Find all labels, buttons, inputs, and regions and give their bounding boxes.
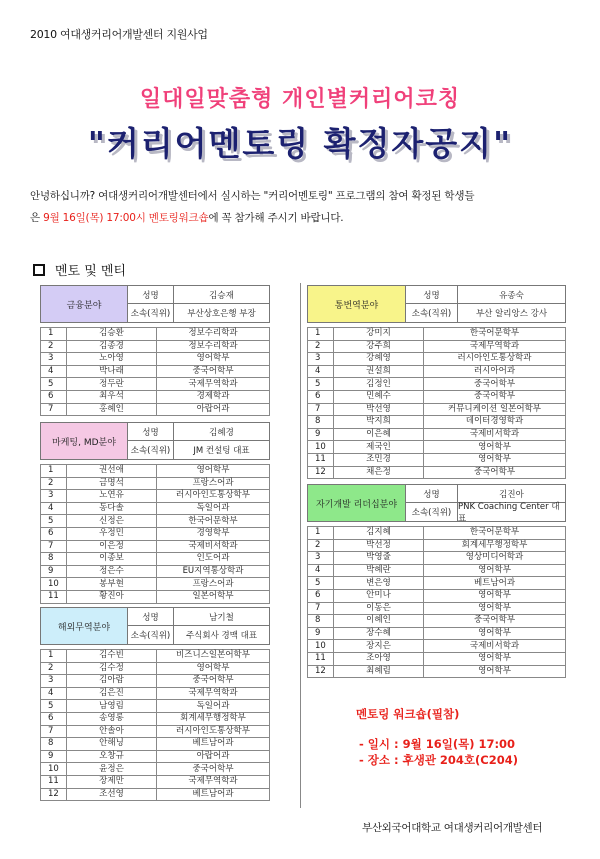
mentee-name: 안미나 xyxy=(334,589,424,602)
mentee-name: 정은수 xyxy=(67,565,157,578)
mentor-info xyxy=(40,422,270,460)
intro-paragraph xyxy=(30,185,575,229)
mentee-department: 영어학부 xyxy=(424,453,566,466)
table-row xyxy=(308,640,566,653)
mentee-number: 5 xyxy=(41,515,67,528)
field-label: 통번역분야 xyxy=(308,286,406,322)
mentee-department: 한국어문학부 xyxy=(424,328,566,341)
mentee-number: 10 xyxy=(308,441,334,454)
mentee-name: 오창규 xyxy=(67,750,157,763)
mentee-number: 1 xyxy=(308,328,334,341)
mentee-name: 박영줄 xyxy=(334,552,424,565)
table-row xyxy=(41,712,270,725)
mentee-department: 영상미디어학과 xyxy=(424,552,566,565)
mentee-name: 장수혜 xyxy=(334,627,424,640)
mentee-name: 박나래 xyxy=(67,365,157,378)
mentee-department: 영어학부 xyxy=(157,465,270,478)
mentor-name: 김승재 xyxy=(174,286,269,304)
field-label: 마케팅, MD분야 xyxy=(41,423,128,459)
table-row xyxy=(308,652,566,665)
mentor-group-interpretation xyxy=(307,285,566,479)
mentee-department: 영어학부 xyxy=(157,353,270,366)
mentor-affiliation: PNK Coaching Center 대표 xyxy=(458,502,560,524)
mentee-name: 김수정 xyxy=(67,662,157,675)
mentor-info xyxy=(307,285,566,323)
table-row xyxy=(308,602,566,615)
mentor-info xyxy=(40,285,270,323)
mentee-name: 강주희 xyxy=(334,340,424,353)
mentee-department: 영어학부 xyxy=(424,627,566,640)
table-row xyxy=(41,515,270,528)
mentee-name: 권설희 xyxy=(334,365,424,378)
table-row xyxy=(41,527,270,540)
mentee-number: 6 xyxy=(41,527,67,540)
table-row xyxy=(41,662,270,675)
mentee-name: 김승환 xyxy=(67,328,157,341)
table-row xyxy=(41,353,270,366)
table-row xyxy=(308,416,566,429)
table-row xyxy=(308,665,566,678)
mentee-name: 장지은 xyxy=(334,640,424,653)
intro-line-1: 안녕하십니까? 여대생커리어개발센터에서 실시하는 "커리어멘토링" 프로그램의 참여 확정된 학생들 xyxy=(30,190,475,202)
table-row xyxy=(41,490,270,503)
mentor-affiliation-label: 소속(직위) xyxy=(406,503,458,521)
mentee-department: 프랑스어과 xyxy=(157,477,270,490)
mentor-name: 김혜경 xyxy=(174,423,269,441)
table-row xyxy=(308,378,566,391)
field-label: 금융분야 xyxy=(41,286,128,322)
mentee-department: 국제무역학과 xyxy=(157,687,270,700)
mentee-department: 영어학부 xyxy=(157,662,270,675)
mentee-department: 커뮤니케이션 일본어학부 xyxy=(424,403,566,416)
mentee-department: 독일어과 xyxy=(157,700,270,713)
table-row xyxy=(308,403,566,416)
mentee-number: 11 xyxy=(41,590,67,603)
mentee-name: 봉부현 xyxy=(67,578,157,591)
table-row xyxy=(41,788,270,801)
section-heading xyxy=(33,260,126,279)
mentee-table xyxy=(40,649,270,801)
intro-line-2 xyxy=(30,207,575,229)
mentee-table xyxy=(40,464,270,604)
workshop-notice xyxy=(356,706,518,768)
table-row xyxy=(308,353,566,366)
table-row xyxy=(308,328,566,341)
mentee-department: 중국어학부 xyxy=(424,378,566,391)
mentee-department: 러시아인도통상학과 xyxy=(424,353,566,366)
mentee-number: 7 xyxy=(308,602,334,615)
table-row xyxy=(41,502,270,515)
mentee-name: 채은정 xyxy=(334,466,424,479)
mentor-affiliation-label: 소속(직위) xyxy=(128,626,174,644)
mentee-department: 프랑스어과 xyxy=(157,578,270,591)
mentee-name: 남영림 xyxy=(67,700,157,713)
mentee-department: 정보수리학과 xyxy=(157,328,270,341)
mentee-name: 이은정 xyxy=(67,540,157,553)
mentee-department: 한국어문학부 xyxy=(157,515,270,528)
mentee-number: 4 xyxy=(41,502,67,515)
mentee-number: 3 xyxy=(308,552,334,565)
table-row xyxy=(308,627,566,640)
mentee-department: 베트남어과 xyxy=(424,577,566,590)
section-heading-label: 멘토 및 멘티 xyxy=(55,264,127,279)
mentee-department: 러시아인도통상학부 xyxy=(157,725,270,738)
mentor-group-trade xyxy=(40,607,270,801)
table-row xyxy=(308,466,566,479)
mentee-number: 4 xyxy=(41,365,67,378)
mentee-number: 12 xyxy=(41,788,67,801)
table-row xyxy=(41,465,270,478)
mentee-number: 8 xyxy=(41,738,67,751)
mentor-affiliation: 부산 알리앙스 강사 xyxy=(475,309,548,319)
mentee-number: 3 xyxy=(41,675,67,688)
mentee-number: 8 xyxy=(308,615,334,628)
mentee-table xyxy=(307,327,566,479)
table-row xyxy=(41,700,270,713)
mentee-number: 3 xyxy=(308,353,334,366)
mentee-department: 독일어과 xyxy=(157,502,270,515)
mentee-table xyxy=(40,327,270,416)
table-row xyxy=(41,553,270,566)
mentee-number: 7 xyxy=(41,540,67,553)
mentee-department: 데이터경영학과 xyxy=(424,416,566,429)
mentee-department: 경제학과 xyxy=(157,390,270,403)
table-row xyxy=(41,390,270,403)
table-row xyxy=(41,775,270,788)
mentee-number: 7 xyxy=(41,403,67,416)
field-label: 해외무역분야 xyxy=(41,608,128,644)
mentor-affiliation: 주식회사 경맥 대표 xyxy=(185,631,258,641)
intro-line-2-suffix: 에 꼭 참가해 주시기 바랍니다. xyxy=(208,212,344,224)
mentee-name: 노아영 xyxy=(67,353,157,366)
mentor-affiliation-label: 소속(직위) xyxy=(128,304,174,322)
mentee-department: EU지역통상학과 xyxy=(157,565,270,578)
mentee-name: 금명석 xyxy=(67,477,157,490)
mentee-department: 중국어학부 xyxy=(157,365,270,378)
mentee-department: 중국어학부 xyxy=(424,390,566,403)
mentee-name: 노연유 xyxy=(67,490,157,503)
mentee-name: 변은영 xyxy=(334,577,424,590)
mentee-number: 5 xyxy=(41,378,67,391)
table-row xyxy=(308,577,566,590)
mentee-number: 2 xyxy=(308,539,334,552)
mentor-name: 김진아 xyxy=(458,485,565,503)
mentee-department: 아랍어과 xyxy=(157,403,270,416)
table-row xyxy=(308,453,566,466)
mentee-number: 6 xyxy=(41,712,67,725)
mentee-department: 아랍어과 xyxy=(157,750,270,763)
mentee-name: 이혜인 xyxy=(334,615,424,628)
table-row xyxy=(41,340,270,353)
mentee-department: 중국어학부 xyxy=(424,466,566,479)
table-row xyxy=(41,403,270,416)
mentee-name: 이종보 xyxy=(67,553,157,566)
mentee-name: 홍혜인 xyxy=(67,403,157,416)
mentee-number: 7 xyxy=(308,403,334,416)
mentee-number: 8 xyxy=(308,416,334,429)
mentee-department: 정보수리학과 xyxy=(157,340,270,353)
mentee-department: 영어학부 xyxy=(424,589,566,602)
table-row xyxy=(41,750,270,763)
mentee-number: 5 xyxy=(308,577,334,590)
mentor-info xyxy=(40,607,270,645)
mentee-name: 조민경 xyxy=(334,453,424,466)
mentee-number: 1 xyxy=(41,465,67,478)
mentee-number: 11 xyxy=(308,652,334,665)
mentee-department: 일본어학부 xyxy=(157,590,270,603)
mentor-name-label: 성명 xyxy=(406,286,458,304)
workshop-place: - 장소 : 후생관 204호(C204) xyxy=(359,753,519,767)
mentee-number: 2 xyxy=(41,477,67,490)
mentee-number: 4 xyxy=(41,687,67,700)
mentee-department: 회계세무행정학부 xyxy=(157,712,270,725)
mentee-department: 국제비서학과 xyxy=(424,640,566,653)
mentee-name: 최우석 xyxy=(67,390,157,403)
mentee-number: 6 xyxy=(308,390,334,403)
mentor-affiliation-label: 소속(직위) xyxy=(128,441,174,459)
mentee-department: 영어학부 xyxy=(424,665,566,678)
mentor-group-self-development xyxy=(307,484,566,678)
table-row xyxy=(41,565,270,578)
mentee-number: 9 xyxy=(308,428,334,441)
checkbox-icon xyxy=(33,264,45,276)
mentee-name: 안해닝 xyxy=(67,738,157,751)
mentee-name: 우정민 xyxy=(67,527,157,540)
mentor-info xyxy=(307,484,566,522)
mentee-number: 8 xyxy=(41,553,67,566)
workshop-date: - 일시 : 9월 16일(목) 17:00 xyxy=(359,737,516,751)
mentor-name: 남기철 xyxy=(174,608,269,626)
mentee-name: 김은진 xyxy=(67,687,157,700)
table-row xyxy=(308,365,566,378)
mentee-department: 회계세무행정학부 xyxy=(424,539,566,552)
mentee-name: 장제만 xyxy=(67,775,157,788)
mentee-number: 1 xyxy=(41,650,67,663)
mentee-department: 베트남어과 xyxy=(157,788,270,801)
mentee-name: 박지희 xyxy=(334,416,424,429)
mentee-department: 국제무역학과 xyxy=(157,378,270,391)
mentee-name: 김종경 xyxy=(67,340,157,353)
mentee-department: 중국어학부 xyxy=(424,615,566,628)
mentee-name: 송영롱 xyxy=(67,712,157,725)
table-row xyxy=(41,578,270,591)
mentee-name: 민혜수 xyxy=(334,390,424,403)
mentee-number: 2 xyxy=(308,340,334,353)
table-row xyxy=(41,687,270,700)
mentee-name: 강혜영 xyxy=(334,353,424,366)
mentee-department: 영어학부 xyxy=(424,564,566,577)
mentee-name: 박혜란 xyxy=(334,564,424,577)
mentee-table xyxy=(307,526,566,678)
mentee-department: 국제비서학과 xyxy=(157,540,270,553)
mentee-department: 국제비서학과 xyxy=(424,428,566,441)
mentee-number: 12 xyxy=(308,665,334,678)
mentor-name: 유종숙 xyxy=(458,286,565,304)
table-row xyxy=(308,390,566,403)
mentee-name: 조선영 xyxy=(67,788,157,801)
table-row xyxy=(308,589,566,602)
mentee-name: 황진아 xyxy=(67,590,157,603)
mentee-number: 2 xyxy=(41,340,67,353)
mentee-number: 1 xyxy=(41,328,67,341)
page-title: "커리어멘토링 확정자공지" xyxy=(87,124,513,163)
table-row xyxy=(41,725,270,738)
table-row xyxy=(308,615,566,628)
mentee-name: 김정인 xyxy=(334,378,424,391)
table-row xyxy=(41,365,270,378)
mentee-number: 6 xyxy=(41,390,67,403)
table-row xyxy=(308,428,566,441)
mentee-name: 이은혜 xyxy=(334,428,424,441)
mentee-department: 베트남어과 xyxy=(157,738,270,751)
table-row xyxy=(41,650,270,663)
mentee-number: 7 xyxy=(41,725,67,738)
table-row xyxy=(41,540,270,553)
table-row xyxy=(308,441,566,454)
mentee-name: 강미지 xyxy=(334,328,424,341)
mentee-number: 11 xyxy=(308,453,334,466)
mentor-affiliation-label: 소속(직위) xyxy=(406,304,458,322)
mentee-number: 10 xyxy=(308,640,334,653)
mentee-name: 박선영 xyxy=(334,403,424,416)
mentee-department: 영어학부 xyxy=(424,652,566,665)
mentee-name: 조아영 xyxy=(334,652,424,665)
table-row xyxy=(41,675,270,688)
mentee-name: 김수빈 xyxy=(67,650,157,663)
mentee-number: 5 xyxy=(308,378,334,391)
mentor-name-label: 성명 xyxy=(128,286,174,304)
mentee-number: 6 xyxy=(308,589,334,602)
table-row xyxy=(41,590,270,603)
mentee-department: 러시아어과 xyxy=(424,365,566,378)
page-subtitle: 일대일맞춤형 개인별커리어코칭 xyxy=(139,87,461,112)
mentee-number: 9 xyxy=(41,565,67,578)
mentee-number: 10 xyxy=(41,763,67,776)
table-row xyxy=(308,564,566,577)
mentee-name: 박선정 xyxy=(334,539,424,552)
mentee-number: 3 xyxy=(41,353,67,366)
mentee-department: 국제무역학과 xyxy=(157,775,270,788)
mentee-name: 신정은 xyxy=(67,515,157,528)
mentee-number: 3 xyxy=(41,490,67,503)
table-row xyxy=(308,552,566,565)
field-label: 자기개발 리더십분야 xyxy=(308,485,406,521)
mentor-affiliation: JM 컨설팅 대표 xyxy=(193,446,250,456)
table-row xyxy=(308,539,566,552)
mentee-name: 정두란 xyxy=(67,378,157,391)
column-divider xyxy=(300,283,301,808)
mentee-department: 비즈니스일본어학부 xyxy=(157,650,270,663)
mentor-name-label: 성명 xyxy=(128,608,174,626)
table-row xyxy=(308,340,566,353)
mentee-name: 김지혜 xyxy=(334,527,424,540)
table-row xyxy=(308,527,566,540)
mentee-number: 11 xyxy=(41,775,67,788)
sponsor-line: 2010 여대생커리어개발센터 지원사업 xyxy=(30,28,208,41)
mentee-name: 이동은 xyxy=(334,602,424,615)
mentee-department: 인도어과 xyxy=(157,553,270,566)
mentee-department: 한국어문학부 xyxy=(424,527,566,540)
mentee-name: 권선애 xyxy=(67,465,157,478)
mentee-name: 최혜림 xyxy=(334,665,424,678)
mentee-number: 9 xyxy=(308,627,334,640)
mentee-name: 동다솔 xyxy=(67,502,157,515)
mentor-group-marketing xyxy=(40,422,270,604)
table-row xyxy=(41,378,270,391)
mentor-name-label: 성명 xyxy=(406,485,458,503)
mentor-affiliation: 부산상호은행 부장 xyxy=(187,309,256,319)
mentee-number: 10 xyxy=(41,578,67,591)
workshop-title: 멘토링 워크숍(필참) xyxy=(356,707,460,721)
footer-org: 부산외국어대학교 여대생커리어개발센터 xyxy=(362,822,543,834)
table-row xyxy=(41,763,270,776)
mentee-department: 러시아인도통상학부 xyxy=(157,490,270,503)
mentee-number: 4 xyxy=(308,365,334,378)
mentee-department: 경영학부 xyxy=(157,527,270,540)
mentee-department: 영어학부 xyxy=(424,441,566,454)
mentee-name: 김아람 xyxy=(67,675,157,688)
mentor-name-label: 성명 xyxy=(128,423,174,441)
mentee-number: 2 xyxy=(41,662,67,675)
mentor-group-finance xyxy=(40,285,270,416)
intro-highlight: 9월 16일(목) 17:00시 멘토링워크숍 xyxy=(43,212,209,224)
table-row xyxy=(41,328,270,341)
mentee-number: 1 xyxy=(308,527,334,540)
mentee-department: 중국어학부 xyxy=(157,763,270,776)
intro-line-2-prefix: 은 xyxy=(30,212,44,224)
mentee-number: 4 xyxy=(308,564,334,577)
mentee-number: 9 xyxy=(41,750,67,763)
mentee-number: 5 xyxy=(41,700,67,713)
mentee-department: 중국어학부 xyxy=(157,675,270,688)
mentee-department: 국제무역학과 xyxy=(424,340,566,353)
mentee-number: 12 xyxy=(308,466,334,479)
mentee-name: 안솔아 xyxy=(67,725,157,738)
mentee-department: 영어학부 xyxy=(424,602,566,615)
mentee-name: 윤정은 xyxy=(67,763,157,776)
mentee-name: 제국인 xyxy=(334,441,424,454)
table-row xyxy=(41,738,270,751)
table-row xyxy=(41,477,270,490)
